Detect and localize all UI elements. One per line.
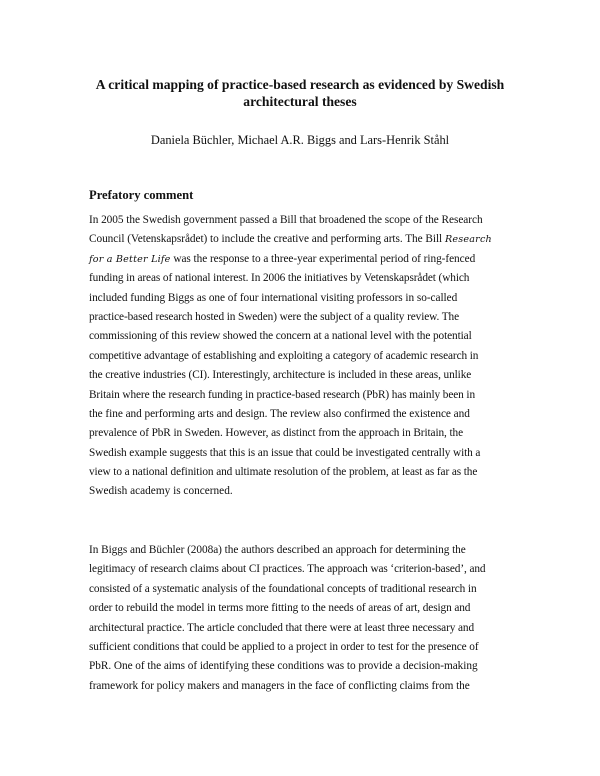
text-line: Britain where the research funding in practice-based research (PbR) has mainly been in xyxy=(89,388,476,401)
text-line: framework for policy makers and managers in the face of conflicting claims from the xyxy=(89,679,470,692)
text-line: view to a national definition and ultimate resolution of the problem, at least as far as the xyxy=(89,466,478,479)
text-line: practice-based research hosted in Sweden) were the subject of a quality review. The xyxy=(89,310,459,323)
text-line: PbR. One of the aims of identifying these conditions was to provide a decision-making xyxy=(89,660,478,673)
text-line: Council (Vetenskapsrådet) to include the creative and performing arts. The Bill Research xyxy=(89,233,492,246)
text-line: the creative industries (CI). Interestingly, architecture is included in these areas, unlike xyxy=(89,369,472,382)
text-line: consisted of a systematic analysis of the foundational concepts of traditional research in xyxy=(89,582,477,595)
text-line: the fine and performing arts and design. The review also confirmed the existence and xyxy=(89,407,470,420)
text-line: Swedish example suggests that this is an issue that could be investigated centrally with a xyxy=(89,446,481,459)
text-line: In 2005 the Swedish government passed a Bill that broadened the scope of the Research xyxy=(89,214,483,226)
text-line: included funding Biggs as one of four international visiting professors in so-called xyxy=(89,291,458,304)
text-line: order to rebuild the model in terms more fitting to the needs of areas of art, design and xyxy=(89,602,471,615)
text-line: competitive advantage of establishing and exploiting a category of academic research in xyxy=(89,349,479,362)
text-line: architectural practice. The article concluded that there were at least three necessary and xyxy=(89,621,475,634)
title-line: architectural theses xyxy=(243,94,357,109)
text-line: In Biggs and Büchler (2008a) the authors described an approach for determining the xyxy=(89,544,466,556)
italic-title-fragment: Research xyxy=(444,234,492,246)
author-list: Daniela Büchler, Michael A.R. Biggs and Lars-Henrik Ståhl xyxy=(150,133,450,147)
text-line: funding in areas of national interest. In 2006 the initiatives by Vetenskapsrådet (which xyxy=(89,272,470,285)
paragraph-1 xyxy=(89,211,529,502)
section-heading: Prefatory comment xyxy=(89,188,194,202)
text-line: legitimacy of research claims about CI practices. The approach was ‘criterion-based’, and xyxy=(89,563,486,576)
text-line: sufficient conditions that could be applied to a project in order to test for the presence of xyxy=(89,640,479,653)
text-line: prevalence of PbR in Sweden. However, as distinct from the approach in Britain, the xyxy=(89,427,463,440)
text-line: Swedish academy is concerned. xyxy=(89,485,233,498)
italic-title-fragment: for a Better Life xyxy=(89,253,171,265)
paragraph-2 xyxy=(89,541,529,696)
text-line: for a Better Life was the response to a three-year experimental period of ring-fenced xyxy=(89,252,476,265)
title-line: A critical mapping of practice-based research as evidenced by Swedish xyxy=(95,77,505,92)
text-line: commissioning of this review showed the concern at a national level with the potential xyxy=(89,330,472,343)
paper-title xyxy=(60,76,540,110)
